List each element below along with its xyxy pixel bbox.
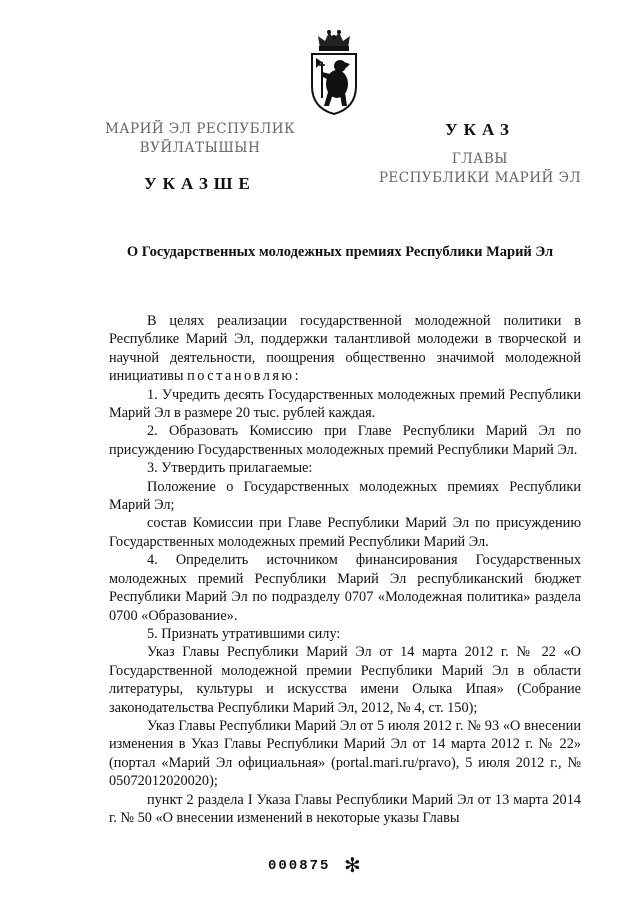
paragraph-3a: Положение о Государственных молодежных премиях Республики Марий Эл; — [109, 478, 581, 514]
intro-decree-word: постановляю — [187, 368, 295, 385]
paragraph-5b: Указ Главы Республики Марий Эл от 5 июля 2012 г. № 93 «О внесении изменения в Указ Главы Республики Марий Эл от 14 марта 2012 г. № 22» (портал «Марий Эл официальная» (portal.mari.ru/pravo), 5 июля 2012 г., № 05072012020020); — [109, 717, 581, 790]
intro-end: : — [294, 368, 299, 385]
paragraph-3: 3. Утвердить прилагаемые: — [147, 460, 313, 477]
paragraph-3b: состав Комиссии при Главе Республики Марий Эл по присуждению Государственных молодежных премий Республики Марий Эл. — [109, 515, 581, 550]
paragraph-1: 1. Учредить десять Государственных молодежных премий Республики Марий Эл в размере 20 тыс. рублей каждая. — [109, 386, 581, 422]
document-number: 000875 — [268, 858, 331, 874]
paragraph-2: 2. Образовать Комиссию при Главе Республики Марий Эл по присуждению Государственных молодежных премий Республики Марий Эл. — [109, 423, 581, 458]
header-right-line1: ГЛАВЫ — [451, 151, 509, 167]
header-right-decree: УКАЗ — [445, 120, 515, 139]
header-right — [360, 120, 600, 188]
paragraph-intro — [109, 312, 581, 386]
star-mark-icon: ✻ — [344, 853, 361, 877]
document-title: О Государственных молодежных премиях Республики Марий Эл — [126, 244, 554, 260]
paragraph-5a: Указ Главы Республики Марий Эл от 14 марта 2012 г. № 22 «О Государственной молодежной премии Республики Марий Эл в области литературы, культуры и искусства имени Олыка Ипая» (Собрание законодательства Республики Марий Эл, 2012, № 4, ст. 150); — [109, 644, 581, 716]
paragraph-4: 4. Определить источником финансирования Государственных молодежных премий Республики Марий Эл республиканский бюджет Республики Марий Эл по подразделу 0707 «Молодежная политика» раздела 0700 «Образование». — [109, 552, 581, 624]
header-right-line2: РЕСПУБЛИКИ МАРИЙ ЭЛ — [378, 170, 582, 186]
paragraph-5: 5. Признать утратившими силу: — [147, 625, 341, 642]
header-left-line1: МАРИЙ ЭЛ РЕСПУБЛИК — [104, 121, 296, 137]
crown-icon — [318, 30, 350, 51]
header-left — [80, 120, 320, 194]
coat-of-arms-icon — [306, 28, 362, 116]
header-left-line2: ВУЙЛАТЫШЫН — [139, 140, 261, 156]
paragraph-5c: пункт 2 раздела I Указа Главы Республики Марий Эл от 13 марта 2014 г. № 50 «О внесении изменений в некоторые указы Главы — [109, 791, 581, 826]
header-left-decree: УКАЗШЕ — [144, 174, 256, 193]
document-body — [109, 312, 581, 827]
intro-text: В целях реализации государственной молодежной политики в Республике Марий Эл, поддержки талантливой молодежи в творческой и научной деятельности, поощрения общественно значимой молодежной инициативы — [109, 313, 581, 385]
